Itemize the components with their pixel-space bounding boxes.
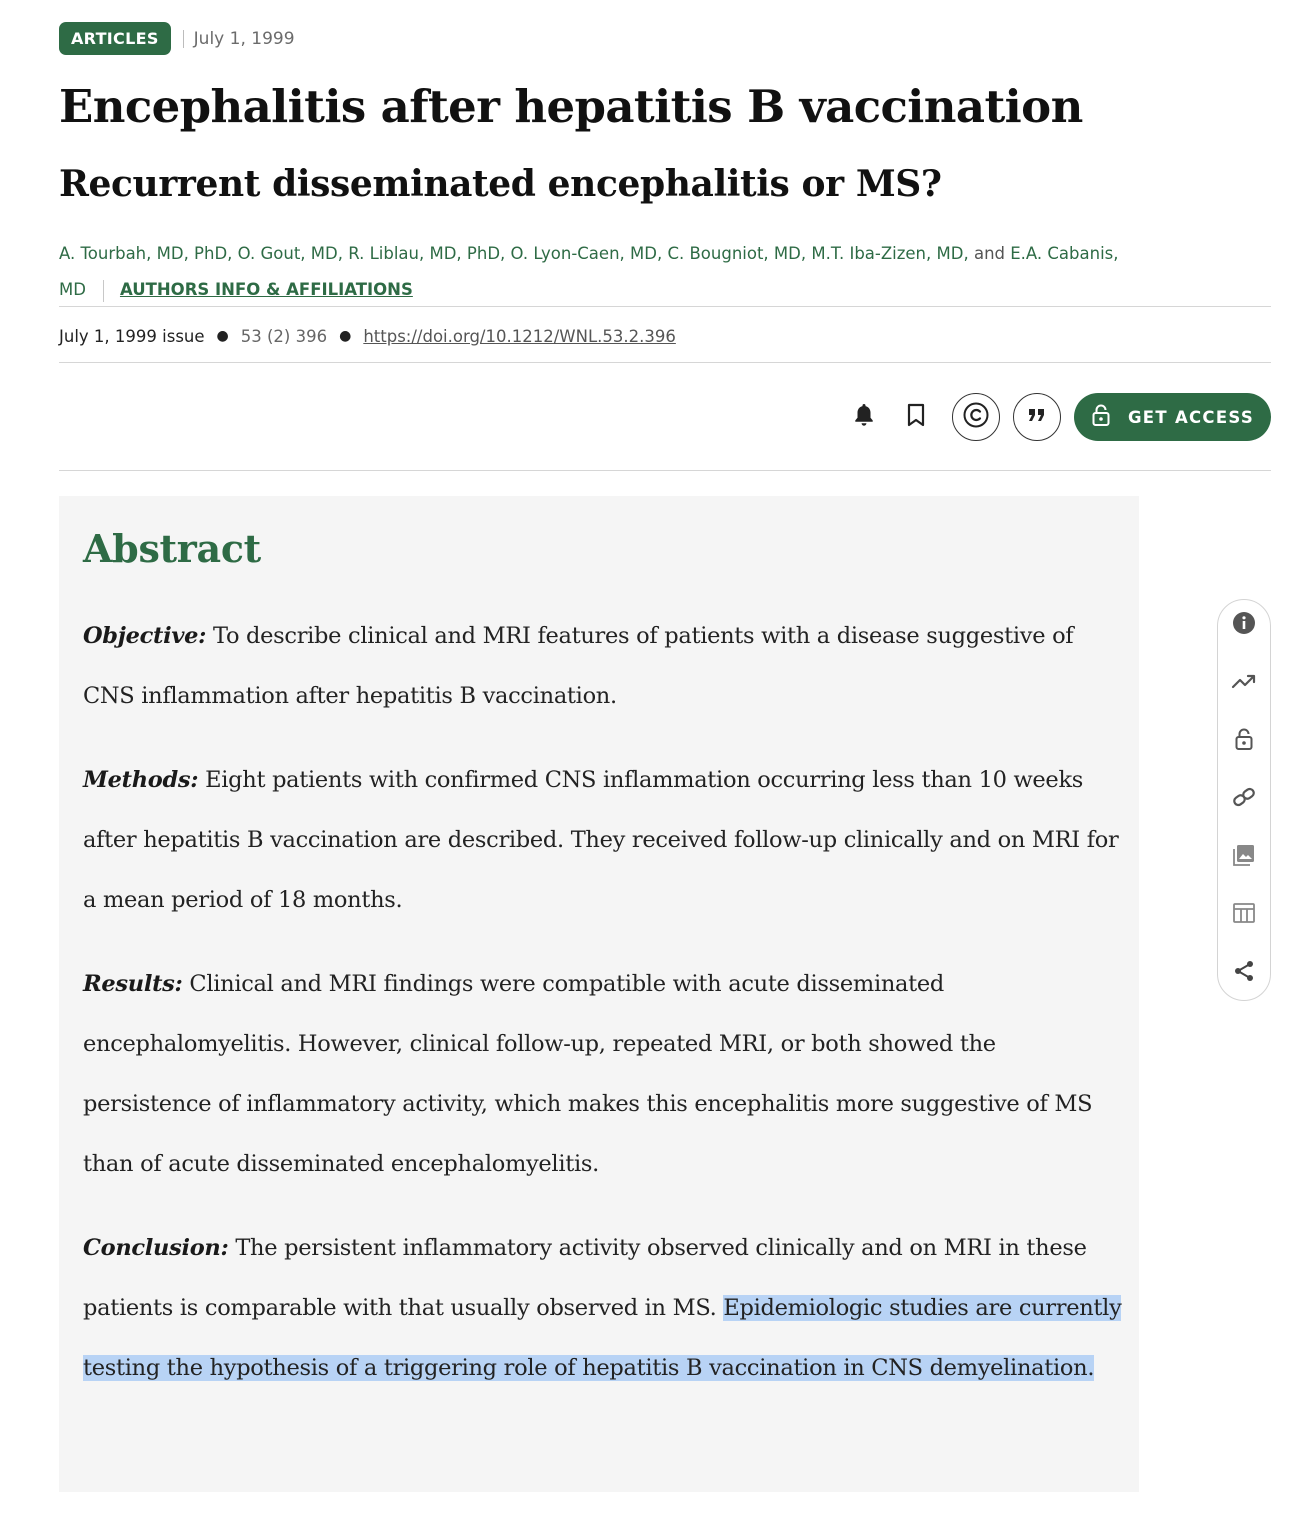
abstract-results — [83, 954, 1123, 1194]
rail-access-button[interactable] — [1218, 721, 1270, 761]
article-title: Encephalitis after hepatitis B vaccination — [59, 80, 1083, 133]
lock-icon — [1234, 727, 1254, 756]
permissions-button[interactable] — [952, 393, 1000, 441]
results-text: Clinical and MRI findings were compatible with acute disseminated encephalomyelitis. However, clinical follow-up, repeated MRI, or both showed the persistence of inflammatory activity, which makes this encephalitis more suggestive of MS than of acute disseminated encephalomyelitis. — [83, 971, 1093, 1177]
abstract-conclusion — [83, 1218, 1123, 1398]
authors-affiliations-link[interactable]: AUTHORS INFO & AFFILIATIONS — [119, 280, 413, 299]
author-link[interactable]: E.A. Cabanis, — [1010, 244, 1119, 263]
results-label: Results: — [83, 971, 183, 997]
rail-figures-button[interactable] — [1218, 837, 1270, 877]
divider — [59, 362, 1271, 363]
publication-date: July 1, 1999 — [193, 28, 295, 49]
article-subtitle: Recurrent disseminated encephalitis or MS? — [59, 163, 942, 205]
authors-and: and — [973, 244, 1005, 263]
trending-icon — [1231, 672, 1257, 695]
divider — [183, 30, 184, 48]
separator-dot: ● — [216, 328, 229, 344]
rail-links-button[interactable] — [1218, 779, 1270, 819]
abstract-methods — [83, 750, 1123, 930]
author-link-continued[interactable]: MD — [59, 280, 86, 299]
quote-icon — [1027, 407, 1047, 428]
issue-link[interactable]: July 1, 1999 issue — [59, 326, 205, 346]
bookmark-icon — [906, 403, 926, 432]
doi-link[interactable]: https://doi.org/10.1212/WNL.53.2.396 — [363, 326, 676, 346]
side-rail — [1217, 599, 1271, 1001]
rail-share-button[interactable] — [1218, 953, 1270, 993]
separator-dot: ● — [339, 328, 352, 344]
bell-icon — [852, 402, 876, 433]
abstract-objective — [83, 606, 1123, 726]
author-link[interactable]: R. Liblau, MD, PhD, — [348, 244, 506, 263]
author-link[interactable]: M.T. Iba-Zizen, MD, — [811, 244, 969, 263]
table-icon — [1232, 901, 1256, 930]
abstract-section — [59, 496, 1139, 1492]
article-toolbar — [844, 393, 1271, 441]
link-icon — [1231, 787, 1257, 812]
author-link[interactable]: C. Bougniot, MD, — [667, 244, 807, 263]
copyright-icon — [962, 401, 990, 434]
get-access-button[interactable] — [1074, 393, 1271, 441]
cite-button[interactable] — [1013, 393, 1061, 441]
author-link[interactable]: O. Lyon-Caen, MD, — [510, 244, 663, 263]
author-link[interactable]: A. Tourbah, MD, PhD, — [59, 244, 233, 263]
author-list — [59, 236, 1159, 308]
divider — [103, 280, 104, 302]
objective-label: Objective: — [83, 623, 207, 649]
alert-button[interactable] — [844, 393, 884, 441]
image-icon — [1232, 843, 1256, 872]
issue-info — [59, 322, 676, 350]
articles-badge[interactable]: ARTICLES — [59, 22, 171, 55]
rail-metrics-button[interactable] — [1218, 663, 1270, 703]
conclusion-text: The persistent inflammatory activity observed clinically and on MRI in these patients is comparable with that usually observed in MS. — [83, 1235, 1087, 1321]
bookmark-button[interactable] — [896, 393, 936, 441]
methods-label: Methods: — [83, 767, 199, 793]
get-access-label: GET ACCESS — [1127, 407, 1255, 427]
divider — [59, 470, 1271, 471]
methods-text: Eight patients with confirmed CNS inflammation occurring less than 10 weeks after hepatitis B vaccination are described. They received follow-up clinically and on MRI for a mean period of 18 months. — [83, 767, 1119, 913]
rail-info-button[interactable] — [1218, 605, 1270, 645]
abstract-body — [83, 606, 1123, 1422]
info-icon — [1232, 611, 1256, 640]
lock-icon — [1091, 403, 1128, 431]
share-icon — [1232, 959, 1256, 988]
article-meta-top — [59, 22, 295, 55]
objective-text: To describe clinical and MRI features of patients with a disease suggestive of CNS inflammation after hepatitis B vaccination. — [83, 623, 1074, 709]
selected-text: Epidemiologic studies are currently testing the hypothesis of a triggering role of hepatitis B vaccination in CNS demyelination. — [83, 1295, 1122, 1381]
conclusion-label: Conclusion: — [83, 1235, 229, 1261]
volume-info: 53 (2) 396 — [240, 326, 328, 346]
abstract-heading: Abstract — [83, 526, 261, 571]
author-link[interactable]: O. Gout, MD, — [237, 244, 343, 263]
rail-tables-button[interactable] — [1218, 895, 1270, 935]
divider — [59, 306, 1271, 307]
